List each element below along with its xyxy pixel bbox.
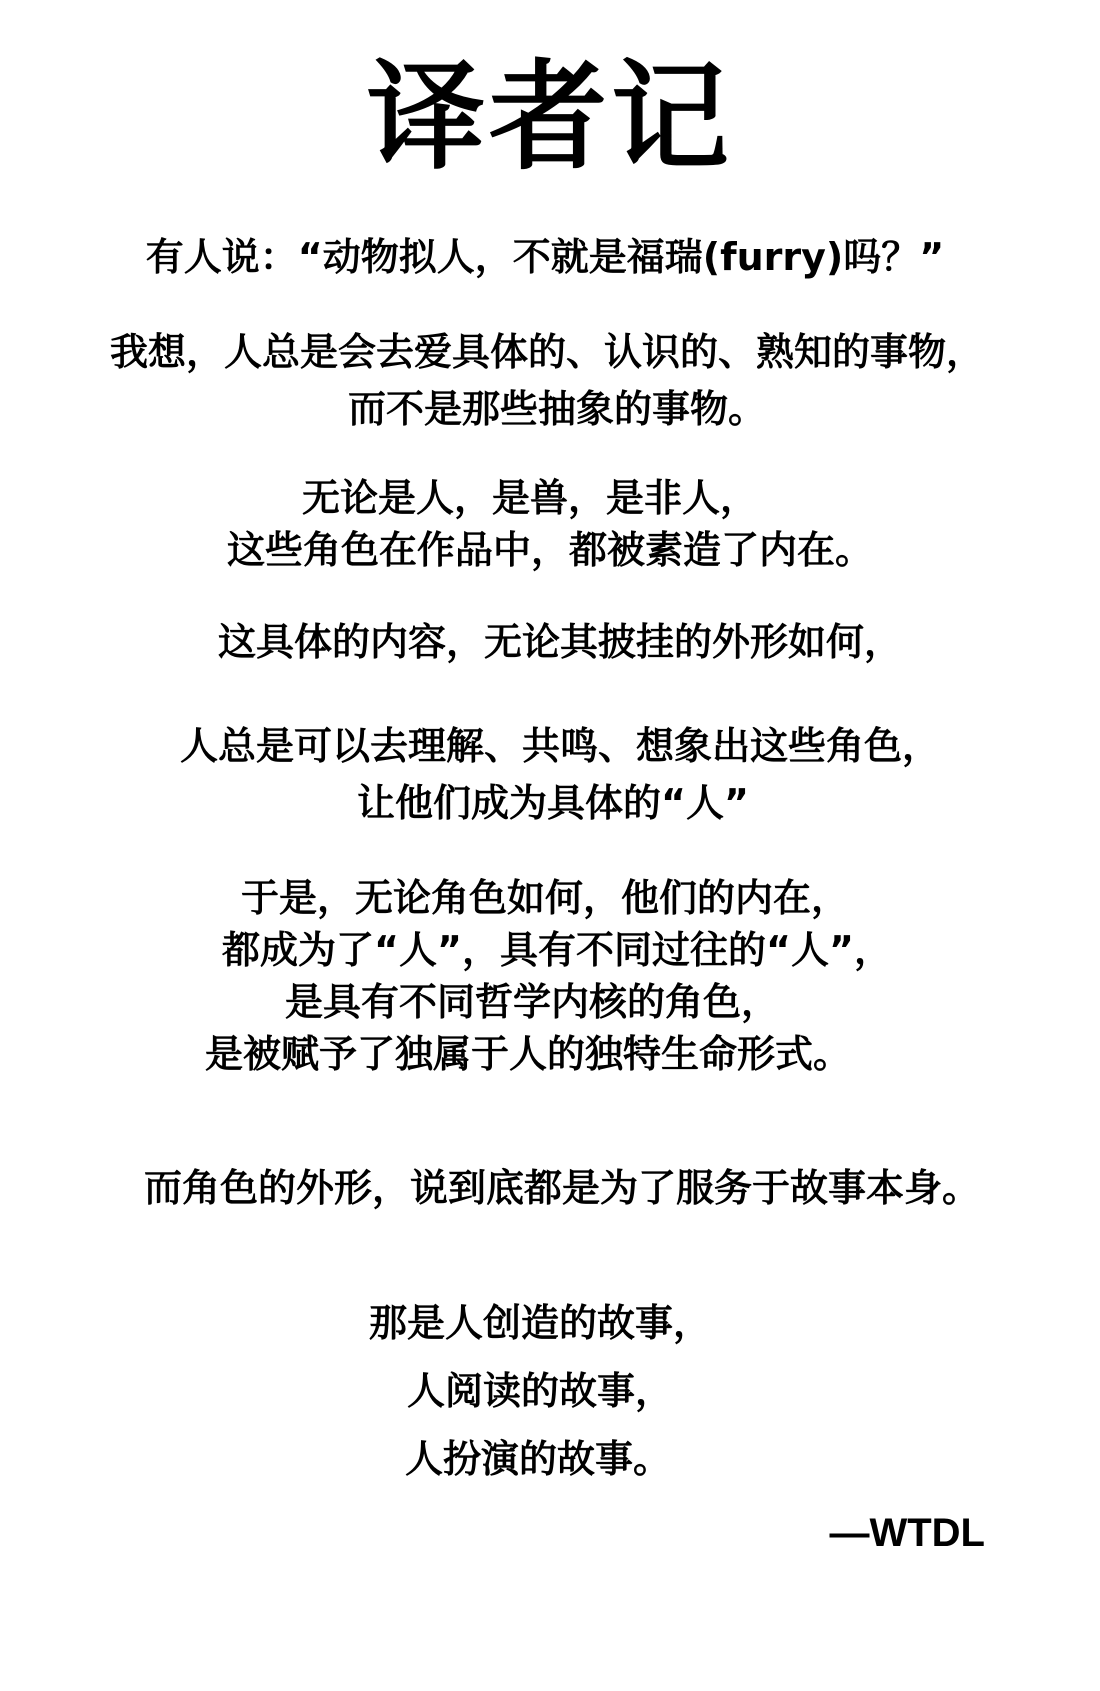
text-line-13: 而角色的外形，说到底都是为了服务于故事本身。 (143, 1166, 981, 1210)
text-line-8: 让他们成为具体的“人” (357, 781, 749, 825)
signature: —WTDL (829, 1511, 985, 1555)
text-line-7: 人总是可以去理解、共鸣、想象出这些角色， (179, 724, 941, 768)
text-line-12: 是被赋予了独属于人的独特生命形式。 (204, 1032, 852, 1076)
text-line-9: 于是，无论角色如何，他们的内在， (240, 876, 850, 920)
text-line-6: 这具体的内容，无论其披挂的外形如何， (217, 620, 903, 664)
text-line-14: 那是人创造的故事， (368, 1301, 712, 1345)
text-line-2: 我想，人总是会去爱具体的、认识的、熟知的事物， (109, 330, 985, 374)
text-line-3: 而不是那些抽象的事物。 (347, 387, 767, 431)
text-line-4: 无论是人，是兽，是非人， (301, 476, 759, 520)
text-line-10: 都成为了“人”，具有不同过往的“人”， (222, 928, 892, 972)
text-line-16: 人扮演的故事。 (404, 1437, 672, 1481)
page-title: 译者记 (366, 48, 733, 186)
text-line-1: 有人说：“动物拟人，不就是福瑞(furry)吗？” (145, 235, 945, 279)
text-line-11: 是具有不同哲学内核的角色， (284, 980, 780, 1024)
text-line-15: 人阅读的故事， (406, 1369, 674, 1413)
text-line-5: 这些角色在作品中，都被素造了内在。 (226, 528, 874, 572)
